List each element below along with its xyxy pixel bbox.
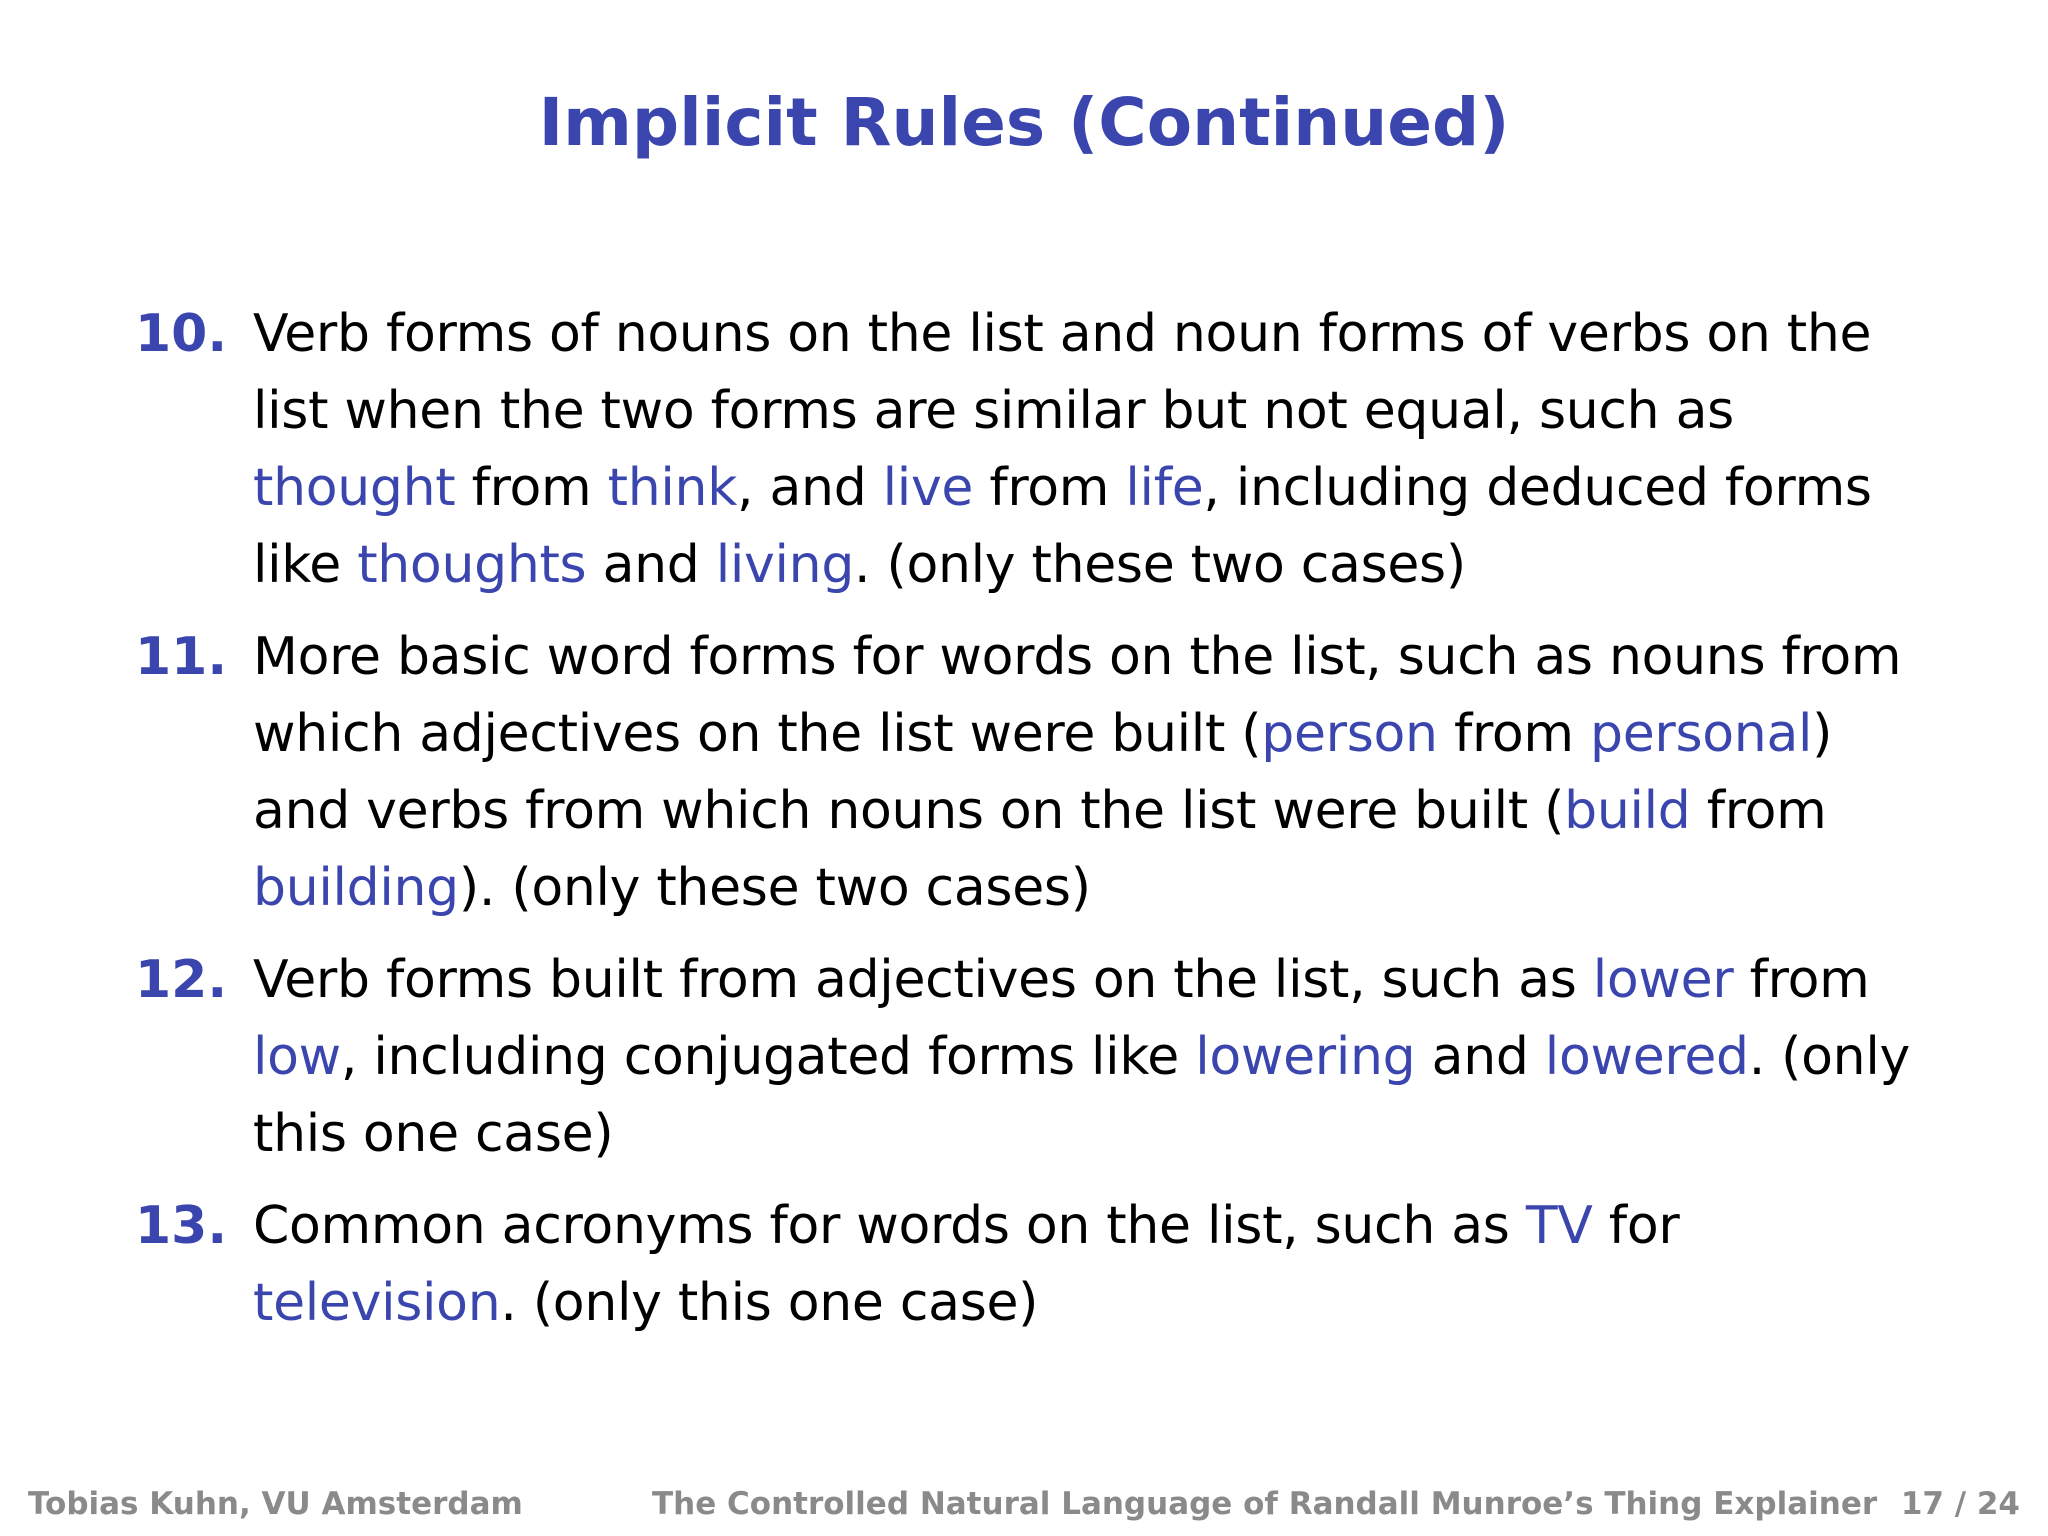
rule-text-segment: for <box>1592 1196 1680 1256</box>
rule-text <box>253 942 1925 1173</box>
rule-text-segment: and <box>1415 1027 1545 1087</box>
example-word: personal <box>1590 704 1813 764</box>
rule-number: 13. <box>135 1196 228 1256</box>
rule-item <box>135 296 1925 604</box>
rule-text-segment: from <box>1690 781 1827 841</box>
example-word: thoughts <box>357 535 587 595</box>
slide-title <box>0 68 2048 178</box>
example-word: think <box>607 458 738 518</box>
rule-number: 11. <box>135 627 228 687</box>
rule-text-segment: . (only this one case) <box>253 1027 1910 1164</box>
example-word: TV <box>1525 1196 1593 1256</box>
rule-text-segment: from <box>1437 704 1590 764</box>
rule-text-segment: from <box>455 458 608 518</box>
example-word: life <box>1125 458 1204 518</box>
rule-text-segment: , including deduced forms like <box>253 458 1872 595</box>
rule-text-segment: , and <box>737 458 883 518</box>
rule-text-segment: Verb forms built from adjectives on the list, such as <box>253 950 1593 1010</box>
example-word: build <box>1564 781 1691 841</box>
rule-text <box>253 619 1925 927</box>
example-word: lowered <box>1544 1027 1749 1087</box>
rule-item <box>135 1188 1925 1342</box>
rule-text-segment: More basic word forms for words on the list, such as nouns from which adjectives on the list were built ( <box>253 627 1902 764</box>
rule-text-segment: , including conjugated forms like <box>340 1027 1196 1087</box>
example-word: thought <box>253 458 456 518</box>
rule-text-segment: . (only these two cases) <box>854 535 1466 595</box>
rule-text <box>253 296 1925 604</box>
example-word: lower <box>1592 950 1734 1010</box>
rule-text-segment: from <box>973 458 1126 518</box>
example-word: person <box>1261 704 1438 764</box>
rule-text-segment: ) and verbs from which nouns on the list were built ( <box>253 704 1833 841</box>
example-word: living <box>715 535 855 595</box>
rule-number: 10. <box>135 304 228 364</box>
example-word: lowering <box>1195 1027 1416 1087</box>
rule-list <box>135 296 1925 1357</box>
footer-page-number: 17 / 24 <box>1900 1486 2020 1522</box>
example-word: building <box>253 858 459 918</box>
rule-text-segment: ). (only these two cases) <box>458 858 1091 918</box>
rule-item <box>135 619 1925 927</box>
rule-text <box>253 1188 1925 1342</box>
slide-title-text: Implicit Rules (Continued) <box>538 84 1510 161</box>
footer-author: Tobias Kuhn, VU Amsterdam <box>28 1486 523 1522</box>
footer-presentation-title: The Controlled Natural Language of Randall Munroe’s Thing Explainer <box>652 1486 1878 1522</box>
example-word: low <box>253 1027 341 1087</box>
example-word: live <box>882 458 974 518</box>
rule-text-segment: . (only this one case) <box>500 1273 1039 1333</box>
footer <box>0 1474 2048 1534</box>
rule-text-segment: Common acronyms for words on the list, such as <box>253 1196 1526 1256</box>
rule-text-segment: and <box>586 535 716 595</box>
rule-item <box>135 942 1925 1173</box>
example-word: television <box>253 1273 501 1333</box>
rule-text-segment: Verb forms of nouns on the list and noun forms of verbs on the list when the two forms are similar but not equal, such as <box>253 304 1872 441</box>
rule-text-segment: from <box>1733 950 1870 1010</box>
rule-number: 12. <box>135 950 228 1010</box>
